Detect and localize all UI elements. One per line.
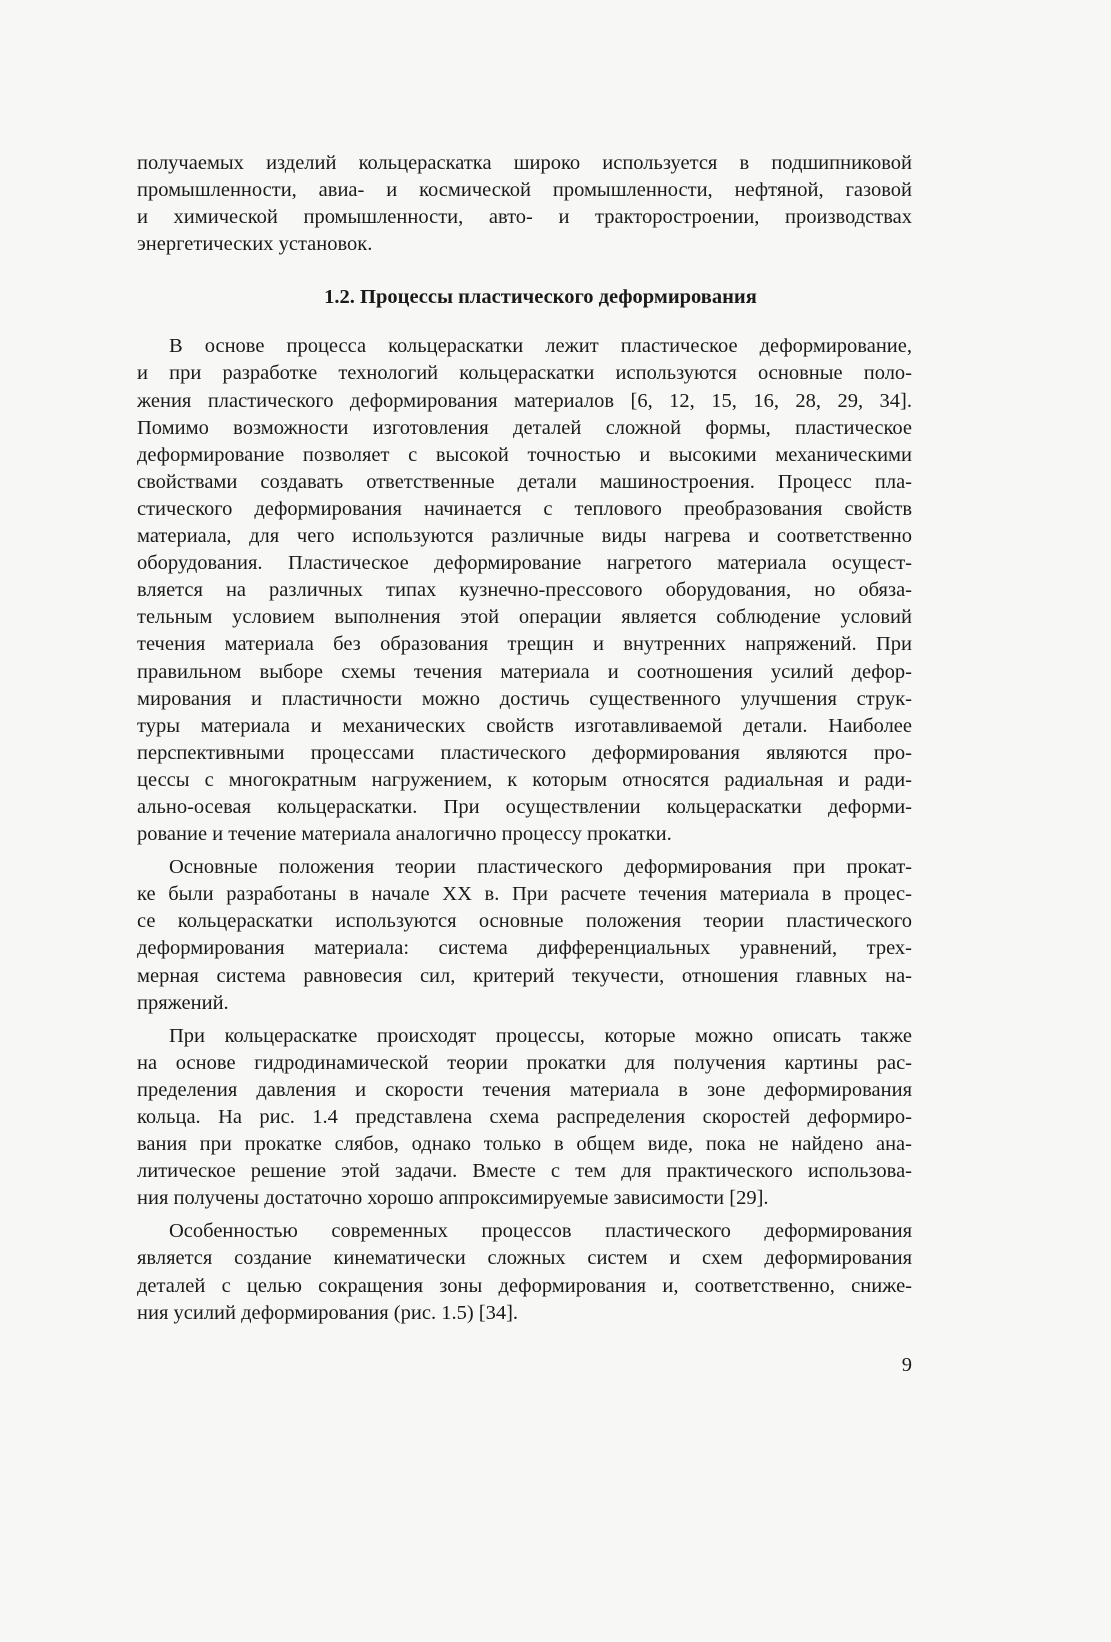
text-line: мирования и пластичности можно достичь существенного улучшения струк-: [137, 687, 912, 710]
text-line: вания при прокатке слябов, однако только в общем виде, пока не найдено ана-: [137, 1133, 912, 1156]
text-line: свойствами создавать ответственные детали машиностроения. Процесс пла-: [137, 470, 912, 493]
paragraph-intro: [137, 150, 912, 258]
text-line: рование и течение материала аналогично процессу прокатки.: [137, 823, 672, 846]
paragraph-2: [137, 854, 912, 1017]
text-line: Помимо возможности изготовления деталей сложной формы, пластическое: [137, 416, 912, 439]
paragraph-1: [137, 333, 912, 848]
text-line: В основе процесса кольцераскатки лежит пластическое деформирование,: [169, 335, 912, 358]
text-line: оборудования. Пластическое деформирование нагретого материала осущест-: [137, 552, 912, 575]
text-line: туры материала и механических свойств изготавливаемой детали. Наиболее: [137, 714, 912, 737]
text-line: течения материала без образования трещин и внутренних напряжений. При: [137, 633, 912, 656]
section-heading: 1.2. Процессы пластического деформирования: [324, 286, 757, 309]
text-line: ния получены достаточно хорошо аппроксимируемые зависимости [29].: [137, 1187, 769, 1210]
text-line: ке были разработаны в начале XX в. При расчете течения материала в процес-: [137, 883, 912, 906]
text-line: деталей с целью сокращения зоны деформирования и, соответственно, сниже-: [137, 1274, 912, 1297]
text-line: деформирование позволяет с высокой точностью и высокими механическими: [137, 443, 912, 466]
text-line: на основе гидродинамической теории прокатки для получения картины рас-: [137, 1051, 912, 1074]
page-text-block: [137, 150, 912, 1327]
text-line: жения пластического деформирования материалов [6, 12, 15, 16, 28, 29, 34].: [137, 389, 912, 412]
text-line: вляется на различных типах кузнечно-прессового оборудования, но обяза-: [137, 579, 912, 602]
text-line: энергетических установок.: [137, 233, 373, 256]
text-line: стического деформирования начинается с теплового преобразования свойств: [137, 497, 912, 520]
text-line: ния усилий деформирования (рис. 1.5) [34].: [137, 1301, 519, 1324]
text-line: является создание кинематически сложных систем и схем деформирования: [137, 1247, 912, 1270]
text-line: материала, для чего используются различные виды нагрева и соответственно: [137, 525, 912, 548]
text-line: литическое решение этой задачи. Вместе с тем для практического использова-: [137, 1160, 912, 1183]
text-line: правильном выборе схемы течения материала и соотношения усилий дефор-: [137, 660, 912, 683]
text-line: деформирования материала: система дифференциальных уравнений, трех-: [137, 937, 912, 960]
text-line: Особенностью современных процессов пластического деформирования: [169, 1220, 912, 1243]
paragraph-4: [137, 1218, 912, 1326]
text-line: получаемых изделий кольцераскатка широко используется в подшипниковой: [137, 152, 912, 174]
text-line: промышленности, авиа- и космической промышленности, нефтяной, газовой: [137, 179, 912, 202]
text-line: кольца. На рис. 1.4 представлена схема распределения скоростей деформиро-: [137, 1106, 912, 1128]
text-line: Основные положения теории пластического деформирования при прокат-: [169, 856, 912, 879]
text-line: цессы с многократным нагружением, к которым относятся радиальная и ради-: [137, 768, 912, 791]
text-line: тельным условием выполнения этой операции является соблюдение условий: [137, 606, 912, 629]
page-number: 9: [901, 1354, 912, 1376]
paragraph-3: [137, 1023, 912, 1213]
text-line: ально-осевая кольцераскатки. При осуществлении кольцераскатки деформи-: [137, 795, 912, 818]
text-line: и химической промышленности, авто- и тракторостроении, производствах: [137, 206, 912, 229]
text-line: мерная система равновесия сил, критерий текучести, отношения главных на-: [137, 964, 912, 987]
text-line: се кольцераскатки используются основные положения теории пластического: [137, 910, 912, 933]
text-line: пределения давления и скорости течения материала в зоне деформирования: [137, 1078, 912, 1101]
text-line: перспективными процессами пластического деформирования являются про-: [137, 741, 912, 764]
text-line: пряжений.: [137, 991, 229, 1014]
text-line: и при разработке технологий кольцераскатки используются основные поло-: [137, 362, 912, 385]
text-line: При кольцераскатке происходят процессы, которые можно описать также: [169, 1024, 912, 1047]
